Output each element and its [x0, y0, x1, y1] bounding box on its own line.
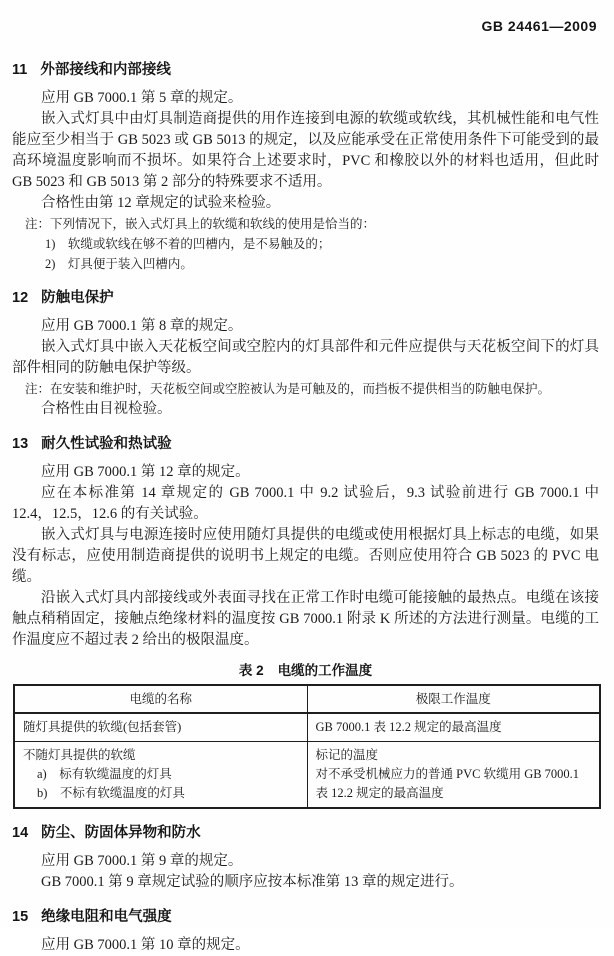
cell-line: 对不承受机械应力的普通 PVC 软缆用 GB 7000.1 表 12.2 规定的最高温度: [315, 767, 580, 800]
section-number: 14: [12, 825, 29, 841]
section-number: 11: [12, 62, 28, 78]
section-13: [12, 434, 599, 651]
table-header-row: [14, 685, 600, 713]
table-cell-cable-not-supplied: [14, 742, 307, 809]
section-14: [12, 823, 599, 893]
cell-item-a: a) 标有软缆温度的灯具: [37, 767, 172, 781]
cell-line: 标记的温度: [315, 748, 379, 762]
section-15-heading: [12, 907, 599, 927]
clause-13-paragraph-1: 应用 GB 7000.1 第 12 章的规定。: [41, 464, 250, 480]
table-row: [14, 713, 600, 742]
clause-12-paragraph-2: 嵌入式灯具中嵌入天花板空间或空腔内的灯具部件和元件应提供与天花板空间下的灯具部件相同的防触电保护等级。: [12, 339, 599, 376]
section-number: 13: [12, 436, 29, 452]
clause-12-paragraph-3: 合格性由目视检验。: [41, 401, 172, 417]
section-14-heading: [12, 823, 599, 843]
clause-11-paragraph-3: 合格性由第 12 章规定的试验来检验。: [41, 195, 281, 211]
clause-14-paragraph-2: GB 7000.1 第 9 章规定试验的顺序应按本标准第 13 章的规定进行。: [41, 874, 464, 890]
section-title: 防触电保护: [41, 290, 114, 306]
section-11: [12, 60, 599, 274]
table-cell-max-temp-gb7000: GB 7000.1 表 12.2 规定的最高温度: [307, 713, 600, 742]
table-caption-label: 表 2: [238, 663, 264, 678]
standard-number: GB 24461—2009: [481, 18, 597, 34]
table-cell-marked-temperature: [307, 742, 600, 809]
clause-13-paragraph-3: 嵌入式灯具与电源连接时应使用随灯具提供的电缆或使用根据灯具上标志的电缆，如果没有标志，应使用制造商提供的说明书上规定的电缆。否则应使用符合 GB 5023 的 PVC 电缆。: [12, 527, 599, 585]
section-title: 绝缘电阻和电气强度: [41, 909, 172, 925]
section-13-heading: [12, 434, 599, 454]
section-number: 15: [12, 909, 29, 925]
clause-13-paragraph-2: 应在本标准第 14 章规定的 GB 7000.1 中 9.2 试验后，9.3 试验前进行 GB 7000.1 中 12.4，12.5，12.6 的有关试验。: [12, 485, 599, 522]
cell-item-b: b) 不标有软缆温度的灯具: [37, 786, 185, 800]
clause-14-paragraph-1: 应用 GB 7000.1 第 9 章的规定。: [41, 853, 243, 869]
section-12-heading: [12, 288, 599, 308]
cell-line: 不随灯具提供的软缆: [23, 748, 136, 762]
section-number: 12: [12, 290, 29, 306]
section-title: 防尘、防固体异物和防水: [41, 825, 201, 841]
table-header-limit-temperature: 极限工作温度: [307, 685, 600, 713]
table-caption-title: 电缆的工作温度: [277, 663, 373, 678]
section-title: 耐久性试验和热试验: [41, 436, 172, 452]
section-11-heading: [12, 60, 599, 80]
clause-12-paragraph-1: 应用 GB 7000.1 第 8 章的规定。: [41, 318, 243, 334]
clause-15-paragraph-1: 应用 GB 7000.1 第 10 章的规定。: [41, 937, 250, 953]
table-2-caption: [12, 659, 599, 679]
section-title: 外部接线和内部接线: [40, 62, 171, 78]
table-cell-cable-supplied: 随灯具提供的软缆(包括套管): [14, 713, 307, 742]
clause-11-note-item-2: 2) 灯具便于装入凹槽内。: [45, 257, 193, 271]
section-12: [12, 288, 599, 420]
clause-13-paragraph-4: 沿嵌入式灯具内部接线或外表面寻找在正常工作时电缆可能接触的最热点。电缆在该接触点稍稍固定，接触点绝缘材料的温度按 GB 7000.1 附录 K 所述的方法进行测量。电缆的工作温度应不超过表 2 给出的极限温度。: [12, 590, 599, 648]
table-row: [14, 742, 600, 809]
clause-12-note: 注：在安装和维护时，天花板空间或空腔被认为是可触及的，而挡板不提供相当的防触电保护。: [25, 382, 551, 396]
clause-11-note: 注：下列情况下，嵌入式灯具上的软缆和软线的使用是恰当的：: [25, 217, 376, 231]
section-15: [12, 907, 599, 956]
clause-11-paragraph-1: 应用 GB 7000.1 第 5 章的规定。: [41, 90, 243, 106]
clause-11-note-item-1: 1) 软缆或软线在够不着的凹槽内，是不易触及的；: [45, 237, 331, 251]
table-2: [13, 684, 601, 809]
clause-11-paragraph-2: 嵌入式灯具中由灯具制造商提供的用作连接到电源的软缆或软线，其机械性能和电气性能应至少相当于 GB 5023 或 GB 5013 的规定，以及应能承受在正常使用条件下可能受到的最高环境温度影响而不损坏。如果符合上述要求时，PVC 和橡胶以外的材料也适用，但此时 GB 5023 和 GB 5013 第 2 部分的特殊要求不适用。: [12, 111, 599, 190]
table-header-cable-name: 电缆的名称: [14, 685, 307, 713]
